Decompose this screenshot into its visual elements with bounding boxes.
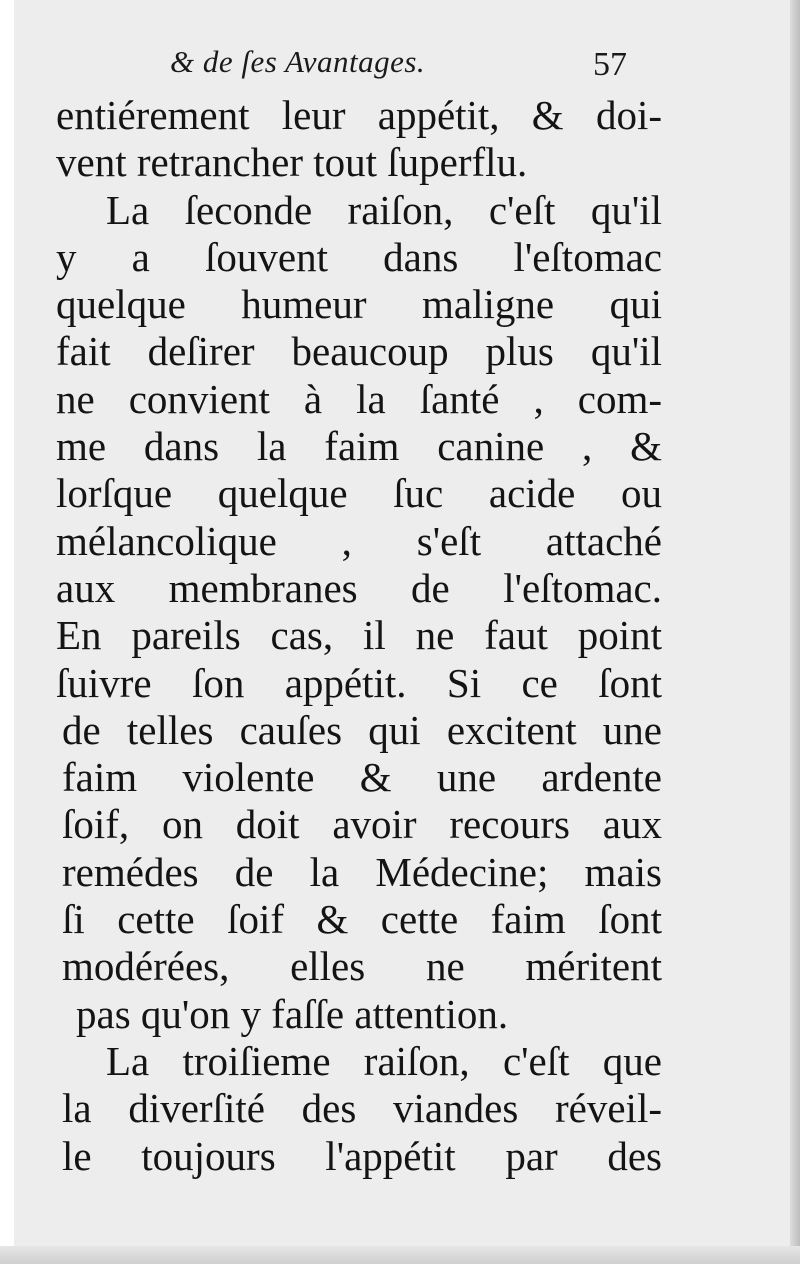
text-line: remédes de la Médecine; mais [62, 848, 662, 895]
scan-margin [0, 0, 14, 1264]
text-line: ſoif, on doit avoir recours aux [62, 801, 662, 848]
page-number: 57 [593, 46, 627, 83]
text-line: lorſque quelque ſuc acide ou [56, 470, 662, 517]
text-line: vent retrancher tout ſuperflu. [56, 139, 528, 186]
text-line: quelque humeur maligne qui [56, 281, 662, 328]
text-line: ſi cette ſoif & cette faim ſont [62, 896, 662, 943]
body-text [56, 92, 662, 1180]
text-line: modérées, elles ne méritent [62, 943, 662, 990]
text-line: entiérement leur appétit, & doi- [56, 92, 662, 138]
text-line: me dans la faim canine , & [56, 423, 662, 470]
paragraph-end-line: pas qu'on y faſſe attention. [76, 990, 509, 1037]
page-edge-right [790, 0, 800, 1264]
text-line: y a ſouvent dans l'eſtomac [56, 233, 662, 280]
text-line: ſuivre ſon appétit. Si ce ſont [56, 659, 662, 706]
text-line: En pareils cas, il ne faut point [56, 612, 662, 659]
page-edge-bottom [0, 1246, 800, 1264]
text-line: de telles cauſes qui excitent une [62, 706, 662, 753]
text-line: le toujours l'appétit par des [62, 1132, 662, 1179]
text-line: ne convient à la ſanté , com- [56, 375, 662, 422]
paragraph-start-line: La ſeconde raiſon, c'eſt qu'il [106, 186, 662, 233]
text-line: fait deſirer beaucoup plus qu'il [56, 328, 662, 375]
running-head [170, 44, 650, 92]
text-line: aux membranes de l'eſtomac. [56, 564, 662, 611]
text-line: faim violente & une ardente [62, 754, 662, 801]
text-line: mélancolique , s'eſt attaché [56, 517, 662, 564]
text-line: la diverſité des viandes réveil- [62, 1085, 662, 1132]
paragraph-start-line: La troiſieme raiſon, c'eſt que [106, 1037, 662, 1084]
running-title: & de ſes Avantages. [170, 44, 426, 79]
